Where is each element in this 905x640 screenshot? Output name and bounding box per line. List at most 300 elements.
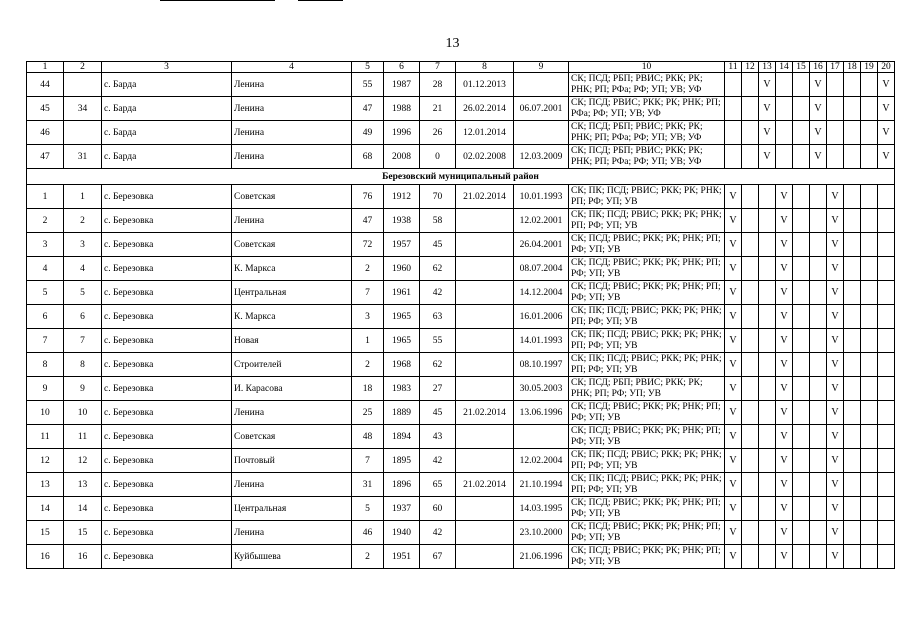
mark-col-11: V <box>725 353 742 377</box>
mark-col-13: V <box>759 121 776 145</box>
date-col-9: 30.05.2003 <box>514 377 569 401</box>
wear-percent: 55 <box>420 329 456 353</box>
street: И. Карасова <box>232 377 352 401</box>
mark-col-18 <box>844 377 861 401</box>
mark-col-19 <box>861 145 878 169</box>
mark-col-18 <box>844 233 861 257</box>
register-number: 15 <box>64 521 102 545</box>
wear-percent: 70 <box>420 185 456 209</box>
row-number: 4 <box>27 257 64 281</box>
mark-col-17: V <box>827 377 844 401</box>
build-year: 1938 <box>384 209 420 233</box>
wear-percent: 42 <box>420 521 456 545</box>
mark-col-18 <box>844 185 861 209</box>
mark-col-20 <box>878 353 895 377</box>
row-number: 9 <box>27 377 64 401</box>
mark-col-18 <box>844 521 861 545</box>
row-number: 3 <box>27 233 64 257</box>
mark-col-18 <box>844 257 861 281</box>
mark-col-13 <box>759 281 776 305</box>
table-row <box>27 545 895 569</box>
date-col-8: 26.02.2014 <box>456 97 514 121</box>
wear-percent: 28 <box>420 73 456 97</box>
register-number: 13 <box>64 473 102 497</box>
mark-col-11: V <box>725 497 742 521</box>
date-col-9 <box>514 121 569 145</box>
table-row <box>27 449 895 473</box>
build-year: 1961 <box>384 281 420 305</box>
mark-col-17: V <box>827 257 844 281</box>
mark-col-11: V <box>725 449 742 473</box>
mark-col-20 <box>878 377 895 401</box>
house-number: 72 <box>352 233 384 257</box>
house-number: 49 <box>352 121 384 145</box>
mark-col-19 <box>861 97 878 121</box>
mark-col-17: V <box>827 353 844 377</box>
mark-col-18 <box>844 353 861 377</box>
mark-col-12 <box>742 121 759 145</box>
mark-col-12 <box>742 73 759 97</box>
mark-col-17: V <box>827 329 844 353</box>
register-number: 9 <box>64 377 102 401</box>
date-col-8 <box>456 233 514 257</box>
street: Центральная <box>232 281 352 305</box>
row-number: 6 <box>27 305 64 329</box>
mark-col-13 <box>759 473 776 497</box>
settlement: с. Барда <box>102 73 232 97</box>
mark-col-11: V <box>725 281 742 305</box>
mark-col-19 <box>861 425 878 449</box>
mark-col-14 <box>776 145 793 169</box>
row-number: 5 <box>27 281 64 305</box>
mark-col-15 <box>793 305 810 329</box>
mark-col-16: V <box>810 73 827 97</box>
mark-col-18 <box>844 281 861 305</box>
mark-col-17: V <box>827 521 844 545</box>
mark-col-20 <box>878 233 895 257</box>
mark-col-18 <box>844 305 861 329</box>
date-col-9: 14.01.1993 <box>514 329 569 353</box>
mark-col-20 <box>878 305 895 329</box>
mark-col-19 <box>861 185 878 209</box>
mark-col-18 <box>844 425 861 449</box>
date-col-8 <box>456 281 514 305</box>
mark-col-18 <box>844 449 861 473</box>
register-number: 31 <box>64 145 102 169</box>
date-col-9 <box>514 73 569 97</box>
date-col-9: 16.01.2006 <box>514 305 569 329</box>
mark-col-11 <box>725 121 742 145</box>
register-number: 12 <box>64 449 102 473</box>
mark-col-20: V <box>878 145 895 169</box>
mark-col-11: V <box>725 233 742 257</box>
build-year: 1889 <box>384 401 420 425</box>
mark-col-12 <box>742 449 759 473</box>
mark-col-13 <box>759 305 776 329</box>
column-header-9: 9 <box>514 62 569 73</box>
mark-col-16 <box>810 425 827 449</box>
mark-col-20 <box>878 185 895 209</box>
register-number: 8 <box>64 353 102 377</box>
date-col-8 <box>456 209 514 233</box>
mark-col-14: V <box>776 473 793 497</box>
date-col-9: 23.10.2000 <box>514 521 569 545</box>
street: Советская <box>232 233 352 257</box>
mark-col-15 <box>793 545 810 569</box>
mark-col-17 <box>827 121 844 145</box>
mark-col-12 <box>742 233 759 257</box>
street: Строителей <box>232 353 352 377</box>
table-row <box>27 73 895 97</box>
row-number: 2 <box>27 209 64 233</box>
column-header-3: 3 <box>102 62 232 73</box>
mark-col-14: V <box>776 521 793 545</box>
table-row <box>27 401 895 425</box>
register-table <box>26 61 895 569</box>
wear-percent: 42 <box>420 449 456 473</box>
mark-col-14: V <box>776 281 793 305</box>
mark-col-11: V <box>725 305 742 329</box>
table-row <box>27 281 895 305</box>
date-col-9: 21.10.1994 <box>514 473 569 497</box>
mark-col-14: V <box>776 545 793 569</box>
settlement: с. Березовка <box>102 305 232 329</box>
house-number: 47 <box>352 209 384 233</box>
mark-col-13 <box>759 257 776 281</box>
wear-percent: 27 <box>420 377 456 401</box>
mark-col-18 <box>844 473 861 497</box>
mark-col-12 <box>742 353 759 377</box>
build-year: 1940 <box>384 521 420 545</box>
table-row <box>27 425 895 449</box>
settlement: с. Березовка <box>102 209 232 233</box>
mark-col-11: V <box>725 329 742 353</box>
row-number: 46 <box>27 121 64 145</box>
street: Куйбышева <box>232 545 352 569</box>
date-col-8: 02.02.2008 <box>456 145 514 169</box>
table-row <box>27 185 895 209</box>
mark-col-15 <box>793 145 810 169</box>
settlement: с. Березовка <box>102 449 232 473</box>
wear-percent: 45 <box>420 233 456 257</box>
mark-col-19 <box>861 377 878 401</box>
house-number: 25 <box>352 401 384 425</box>
mark-col-12 <box>742 305 759 329</box>
settlement: с. Барда <box>102 121 232 145</box>
column-header-1: 1 <box>27 62 64 73</box>
mark-col-19 <box>861 233 878 257</box>
row-number: 16 <box>27 545 64 569</box>
mark-col-13 <box>759 497 776 521</box>
date-col-8 <box>456 257 514 281</box>
build-year: 1983 <box>384 377 420 401</box>
work-types: СК; ПК; ПСД; РВИС; РКК; РК; РНК; РП; РФ; УП; УВ <box>569 305 725 329</box>
mark-col-12 <box>742 185 759 209</box>
register-number <box>64 121 102 145</box>
work-types: СК; ПСД; РБП; РВИС; РКК; РК; РНК; РП; РФа; РФ; УП; УВ; УФ <box>569 145 725 169</box>
mark-col-18 <box>844 329 861 353</box>
table-row <box>27 145 895 169</box>
table-body <box>27 62 895 569</box>
date-col-9: 14.03.1995 <box>514 497 569 521</box>
date-col-9: 12.02.2004 <box>514 449 569 473</box>
settlement: с. Березовка <box>102 377 232 401</box>
mark-col-17: V <box>827 449 844 473</box>
mark-col-15 <box>793 73 810 97</box>
work-types: СК; ПК; ПСД; РВИС; РКК; РК; РНК; РП; РФ; УП; УВ <box>569 353 725 377</box>
date-col-8 <box>456 377 514 401</box>
column-header-7: 7 <box>420 62 456 73</box>
street: Центральная <box>232 497 352 521</box>
mark-col-14 <box>776 73 793 97</box>
mark-col-16: V <box>810 145 827 169</box>
register-number: 14 <box>64 497 102 521</box>
date-col-8 <box>456 521 514 545</box>
mark-col-16 <box>810 233 827 257</box>
mark-col-19 <box>861 449 878 473</box>
mark-col-12 <box>742 281 759 305</box>
mark-col-20: V <box>878 121 895 145</box>
mark-col-15 <box>793 521 810 545</box>
mark-col-12 <box>742 521 759 545</box>
mark-col-17: V <box>827 473 844 497</box>
mark-col-11: V <box>725 545 742 569</box>
mark-col-15 <box>793 497 810 521</box>
mark-col-11 <box>725 73 742 97</box>
mark-col-14: V <box>776 353 793 377</box>
mark-col-11: V <box>725 257 742 281</box>
mark-col-16 <box>810 545 827 569</box>
settlement: с. Березовка <box>102 329 232 353</box>
mark-col-11: V <box>725 425 742 449</box>
mark-col-13 <box>759 425 776 449</box>
date-col-8: 21.02.2014 <box>456 473 514 497</box>
column-header-10: 10 <box>569 62 725 73</box>
header-row <box>27 62 895 73</box>
settlement: с. Березовка <box>102 233 232 257</box>
mark-col-19 <box>861 121 878 145</box>
mark-col-13 <box>759 353 776 377</box>
mark-col-15 <box>793 185 810 209</box>
mark-col-12 <box>742 329 759 353</box>
register-number: 5 <box>64 281 102 305</box>
row-number: 47 <box>27 145 64 169</box>
mark-col-13 <box>759 233 776 257</box>
top-rule <box>160 0 275 1</box>
row-number: 8 <box>27 353 64 377</box>
work-types: СК; ПК; ПСД; РВИС; РКК; РК; РНК; РП; РФ; УП; УВ <box>569 209 725 233</box>
street: К. Маркса <box>232 257 352 281</box>
mark-col-16 <box>810 209 827 233</box>
wear-percent: 63 <box>420 305 456 329</box>
mark-col-13 <box>759 545 776 569</box>
street: Почтовый <box>232 449 352 473</box>
build-year: 1951 <box>384 545 420 569</box>
house-number: 47 <box>352 97 384 121</box>
mark-col-16: V <box>810 121 827 145</box>
date-col-8 <box>456 497 514 521</box>
wear-percent: 21 <box>420 97 456 121</box>
mark-col-18 <box>844 73 861 97</box>
mark-col-17 <box>827 97 844 121</box>
district-row <box>27 169 895 185</box>
mark-col-19 <box>861 257 878 281</box>
register-number <box>64 73 102 97</box>
date-col-8 <box>456 353 514 377</box>
mark-col-14: V <box>776 185 793 209</box>
street: Советская <box>232 185 352 209</box>
mark-col-13 <box>759 401 776 425</box>
row-number: 7 <box>27 329 64 353</box>
house-number: 7 <box>352 281 384 305</box>
house-number: 5 <box>352 497 384 521</box>
mark-col-17: V <box>827 305 844 329</box>
house-number: 7 <box>352 449 384 473</box>
mark-col-17: V <box>827 425 844 449</box>
mark-col-13 <box>759 185 776 209</box>
house-number: 46 <box>352 521 384 545</box>
street: Советская <box>232 425 352 449</box>
wear-percent: 26 <box>420 121 456 145</box>
mark-col-15 <box>793 233 810 257</box>
column-header-11: 11 <box>725 62 742 73</box>
work-types: СК; ПСД; РВИС; РКК; РК; РНК; РП; РФ; УП; УВ <box>569 521 725 545</box>
register-number: 11 <box>64 425 102 449</box>
mark-col-11: V <box>725 377 742 401</box>
mark-col-18 <box>844 145 861 169</box>
street: Ленина <box>232 209 352 233</box>
mark-col-19 <box>861 401 878 425</box>
settlement: с. Березовка <box>102 353 232 377</box>
mark-col-20 <box>878 521 895 545</box>
mark-col-12 <box>742 473 759 497</box>
wear-percent: 65 <box>420 473 456 497</box>
mark-col-15 <box>793 281 810 305</box>
build-year: 1965 <box>384 329 420 353</box>
work-types: СК; ПСД; РВИС; РКК; РК; РНК; РП; РФа; РФ; УП; УВ; УФ <box>569 97 725 121</box>
row-number: 44 <box>27 73 64 97</box>
house-number: 2 <box>352 353 384 377</box>
mark-col-12 <box>742 209 759 233</box>
mark-col-14: V <box>776 257 793 281</box>
mark-col-13: V <box>759 145 776 169</box>
mark-col-20 <box>878 257 895 281</box>
mark-col-16 <box>810 377 827 401</box>
mark-col-11: V <box>725 473 742 497</box>
mark-col-15 <box>793 473 810 497</box>
top-rule-short <box>298 0 343 1</box>
register-number: 2 <box>64 209 102 233</box>
mark-col-20 <box>878 401 895 425</box>
mark-col-12 <box>742 401 759 425</box>
mark-col-12 <box>742 497 759 521</box>
mark-col-13: V <box>759 73 776 97</box>
mark-col-12 <box>742 145 759 169</box>
column-header-17: 17 <box>827 62 844 73</box>
mark-col-15 <box>793 257 810 281</box>
settlement: с. Барда <box>102 145 232 169</box>
work-types: СК; ПСД; РВИС; РКК; РК; РНК; РП; РФ; УП; УВ <box>569 497 725 521</box>
table-row <box>27 233 895 257</box>
work-types: СК; ПСД; РВИС; РКК; РК; РНК; РП; РФ; УП; УВ <box>569 257 725 281</box>
column-header-19: 19 <box>861 62 878 73</box>
build-year: 2008 <box>384 145 420 169</box>
house-number: 48 <box>352 425 384 449</box>
build-year: 1988 <box>384 97 420 121</box>
table-row <box>27 97 895 121</box>
column-header-15: 15 <box>793 62 810 73</box>
table-row <box>27 209 895 233</box>
mark-col-18 <box>844 209 861 233</box>
house-number: 18 <box>352 377 384 401</box>
mark-col-11 <box>725 97 742 121</box>
mark-col-17: V <box>827 209 844 233</box>
mark-col-19 <box>861 305 878 329</box>
table-row <box>27 257 895 281</box>
table-row <box>27 473 895 497</box>
date-col-9: 12.02.2001 <box>514 209 569 233</box>
build-year: 1912 <box>384 185 420 209</box>
mark-col-15 <box>793 449 810 473</box>
mark-col-14 <box>776 97 793 121</box>
build-year: 1957 <box>384 233 420 257</box>
work-types: СК; ПСД; РБП; РВИС; РКК; РК; РНК; РП; РФа; РФ; УП; УВ; УФ <box>569 121 725 145</box>
mark-col-16 <box>810 473 827 497</box>
column-header-20: 20 <box>878 62 895 73</box>
mark-col-17: V <box>827 281 844 305</box>
column-header-12: 12 <box>742 62 759 73</box>
mark-col-13: V <box>759 97 776 121</box>
mark-col-14: V <box>776 305 793 329</box>
row-number: 14 <box>27 497 64 521</box>
build-year: 1896 <box>384 473 420 497</box>
column-header-2: 2 <box>64 62 102 73</box>
mark-col-16 <box>810 257 827 281</box>
mark-col-20: V <box>878 97 895 121</box>
mark-col-14: V <box>776 449 793 473</box>
work-types: СК; ПК; ПСД; РВИС; РКК; РК; РНК; РП; РФ; УП; УВ <box>569 329 725 353</box>
mark-col-20 <box>878 545 895 569</box>
date-col-9: 08.10.1997 <box>514 353 569 377</box>
street: Ленина <box>232 97 352 121</box>
mark-col-14: V <box>776 233 793 257</box>
settlement: с. Березовка <box>102 545 232 569</box>
register-number: 34 <box>64 97 102 121</box>
mark-col-17: V <box>827 545 844 569</box>
mark-col-13 <box>759 209 776 233</box>
date-col-9: 13.06.1996 <box>514 401 569 425</box>
row-number: 13 <box>27 473 64 497</box>
street: Ленина <box>232 73 352 97</box>
date-col-9: 26.04.2001 <box>514 233 569 257</box>
mark-col-19 <box>861 209 878 233</box>
work-types: СК; ПСД; РВИС; РКК; РК; РНК; РП; РФ; УП; УВ <box>569 425 725 449</box>
mark-col-19 <box>861 73 878 97</box>
mark-col-15 <box>793 377 810 401</box>
mark-col-11: V <box>725 401 742 425</box>
mark-col-15 <box>793 401 810 425</box>
mark-col-19 <box>861 545 878 569</box>
mark-col-15 <box>793 209 810 233</box>
mark-col-13 <box>759 329 776 353</box>
date-col-8 <box>456 545 514 569</box>
build-year: 1937 <box>384 497 420 521</box>
date-col-9 <box>514 425 569 449</box>
mark-col-18 <box>844 97 861 121</box>
mark-col-12 <box>742 97 759 121</box>
mark-col-20 <box>878 281 895 305</box>
date-col-9: 12.03.2009 <box>514 145 569 169</box>
